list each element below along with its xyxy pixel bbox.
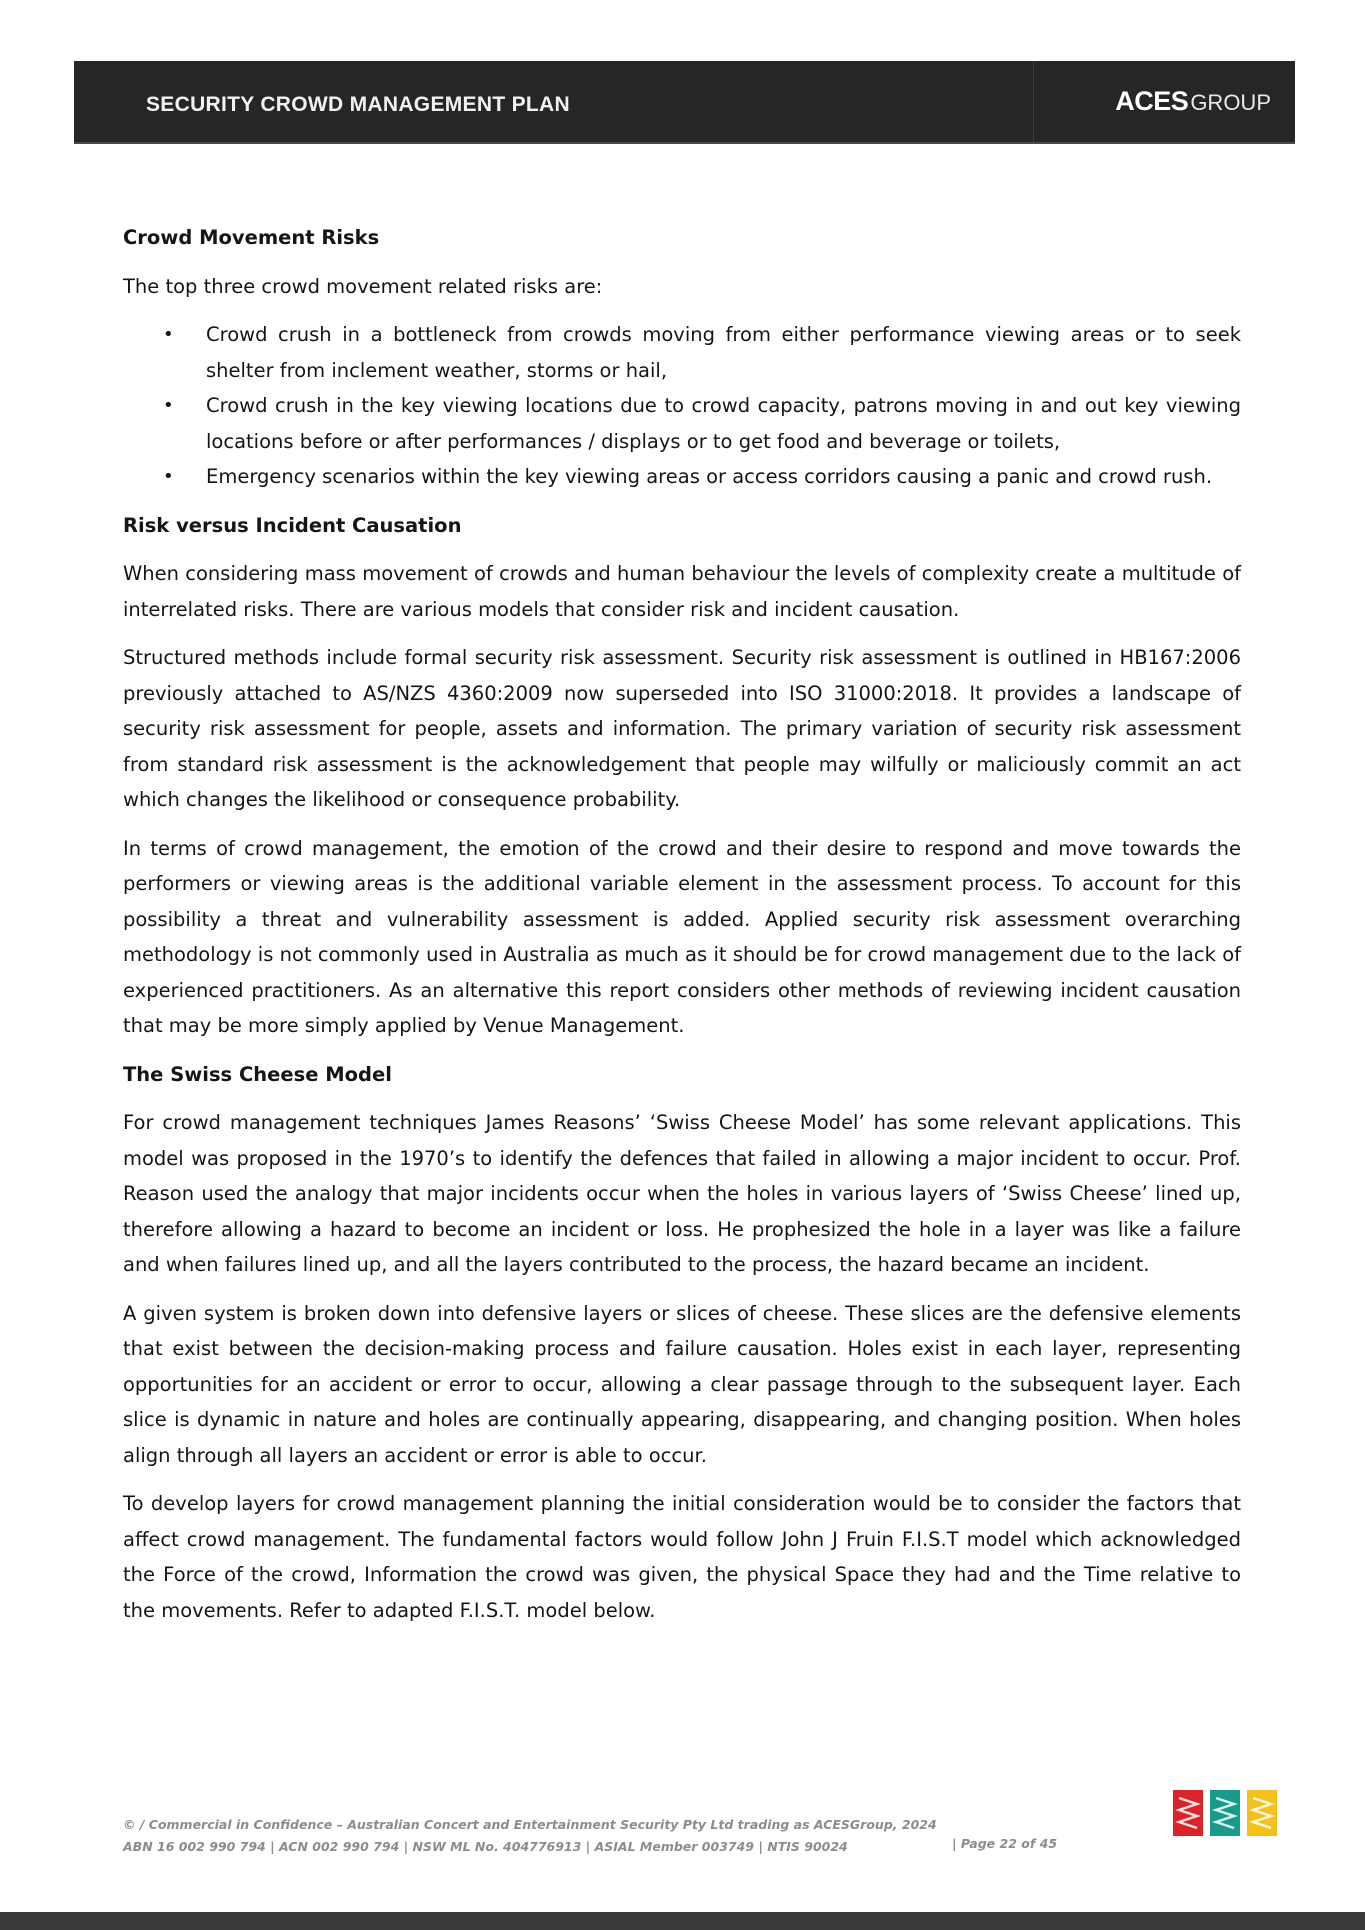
certification-badges xyxy=(1173,1790,1281,1852)
crowd-movement-intro: The top three crowd movement related risks are: xyxy=(123,274,603,298)
environment-cert-badge xyxy=(1210,1790,1240,1852)
list-item: • Crowd crush in a bottleneck from crowds moving from either performance viewing areas or to seek shelter from inclement weather, storms or hail, xyxy=(206,317,1241,388)
page-number: | Page 22 of 45 xyxy=(952,1836,1058,1851)
cert-flag-icon xyxy=(1173,1790,1203,1836)
aces-group-logo xyxy=(1115,88,1271,115)
page-header xyxy=(74,61,1295,144)
risk-bullet-list xyxy=(123,317,1241,495)
paragraph: In terms of crowd management, the emotion of the crowd and their desire to respond and move towards the performers or viewing areas is the additional variable element in the assessment process. To account for this possibility a threat and vulnerability assessment is added. Applied security risk assessment overarching methodology is not commonly used in Australia as much as it should be for crowd management due to the lack of experienced practitioners. As an alternative this report considers other methods of reviewing incident causation that may be more simply applied by Venue Management. xyxy=(123,836,1241,1037)
cert-flag-icon xyxy=(1247,1790,1277,1836)
section-heading-risk-vs-incident: Risk versus Incident Causation xyxy=(123,513,462,537)
ohs-cert-badge xyxy=(1247,1790,1277,1852)
section-heading-swiss-cheese: The Swiss Cheese Model xyxy=(123,1062,392,1086)
page-bottom-edge xyxy=(0,1912,1365,1930)
footer-legal xyxy=(123,1814,937,1858)
document-title: SECURITY CROWD MANAGEMENT PLAN xyxy=(146,93,570,116)
paragraph: Structured methods include formal security risk assessment. Security risk assessment is outlined in HB167:2006 previously attached to AS/NZS 4360:2009 now superseded into ISO 31000:2018. It provides a landscape of security risk assessment for people, assets and information. The primary variation of security risk assessment from standard risk assessment is the acknowledgement that people may wilfully or maliciously commit an act which changes the likelihood or consequence probability. xyxy=(123,646,1241,811)
header-divider xyxy=(1033,61,1034,142)
footer-copyright: © / Commercial in Confidence – Australian Concert and Entertainment Security Pty Ltd trading as ACESGroup, 2024 xyxy=(123,1817,937,1832)
paragraph: A given system is broken down into defensive layers or slices of cheese. These slices are the defensive elements that exist between the decision-making process and failure causation. Holes exist in each layer, representing opportunities for an accident or error to occur, allowing a clear passage through to the subsequent layer. Each slice is dynamic in nature and holes are continually appearing, disappearing, and changing position. When holes align through all layers an accident or error is able to occur. xyxy=(123,1301,1241,1467)
list-item: • Emergency scenarios within the key viewing areas or access corridors causing a panic and crowd rush. xyxy=(206,459,1241,495)
list-item: • Crowd crush in the key viewing locations due to crowd capacity, patrons moving in and out key viewing locations before or after performances / displays or to get food and beverage or toilets, xyxy=(206,388,1241,459)
paragraph: To develop layers for crowd management planning the initial consideration would be to consider the factors that affect crowd management. The fundamental factors would follow John J Fruin F.I.S.T model which acknowledged the Force of the crowd, Information the crowd was given, the physical Space they had and the Time relative to the movements. Refer to adapted F.I.S.T. model below. xyxy=(123,1492,1241,1622)
paragraph: For crowd management techniques James Reasons’ ‘Swiss Cheese Model’ has some relevant applications. This model was proposed in the 1970’s to identify the defences that failed in allowing a major incident to occur. Prof. Reason used the analogy that major incidents occur when the holes in various layers of ‘Swiss Cheese’ lined up, therefore allowing a hazard to become an incident or loss. He prophesized the hole in a layer was like a failure and when failures lined up, and all the layers contributed to the process, the hazard became an incident. xyxy=(123,1111,1241,1276)
logo-light-text: GROUP xyxy=(1190,90,1271,115)
paragraph: When considering mass movement of crowds and human behaviour the levels of complexity create a multitude of interrelated risks. There are various models that consider risk and incident causation. xyxy=(123,562,1241,621)
logo-strong-text: ACES xyxy=(1115,86,1189,116)
section-heading-crowd-movement: Crowd Movement Risks xyxy=(123,226,380,249)
cert-flag-icon xyxy=(1210,1790,1240,1836)
quality-cert-badge xyxy=(1173,1790,1203,1852)
footer-registration: ABN 16 002 990 794 | ACN 002 990 794 | NSW ML No. 404776913 | ASIAL Member 003749 | NTIS 90024 xyxy=(123,1839,848,1854)
document-body xyxy=(123,220,1241,1641)
